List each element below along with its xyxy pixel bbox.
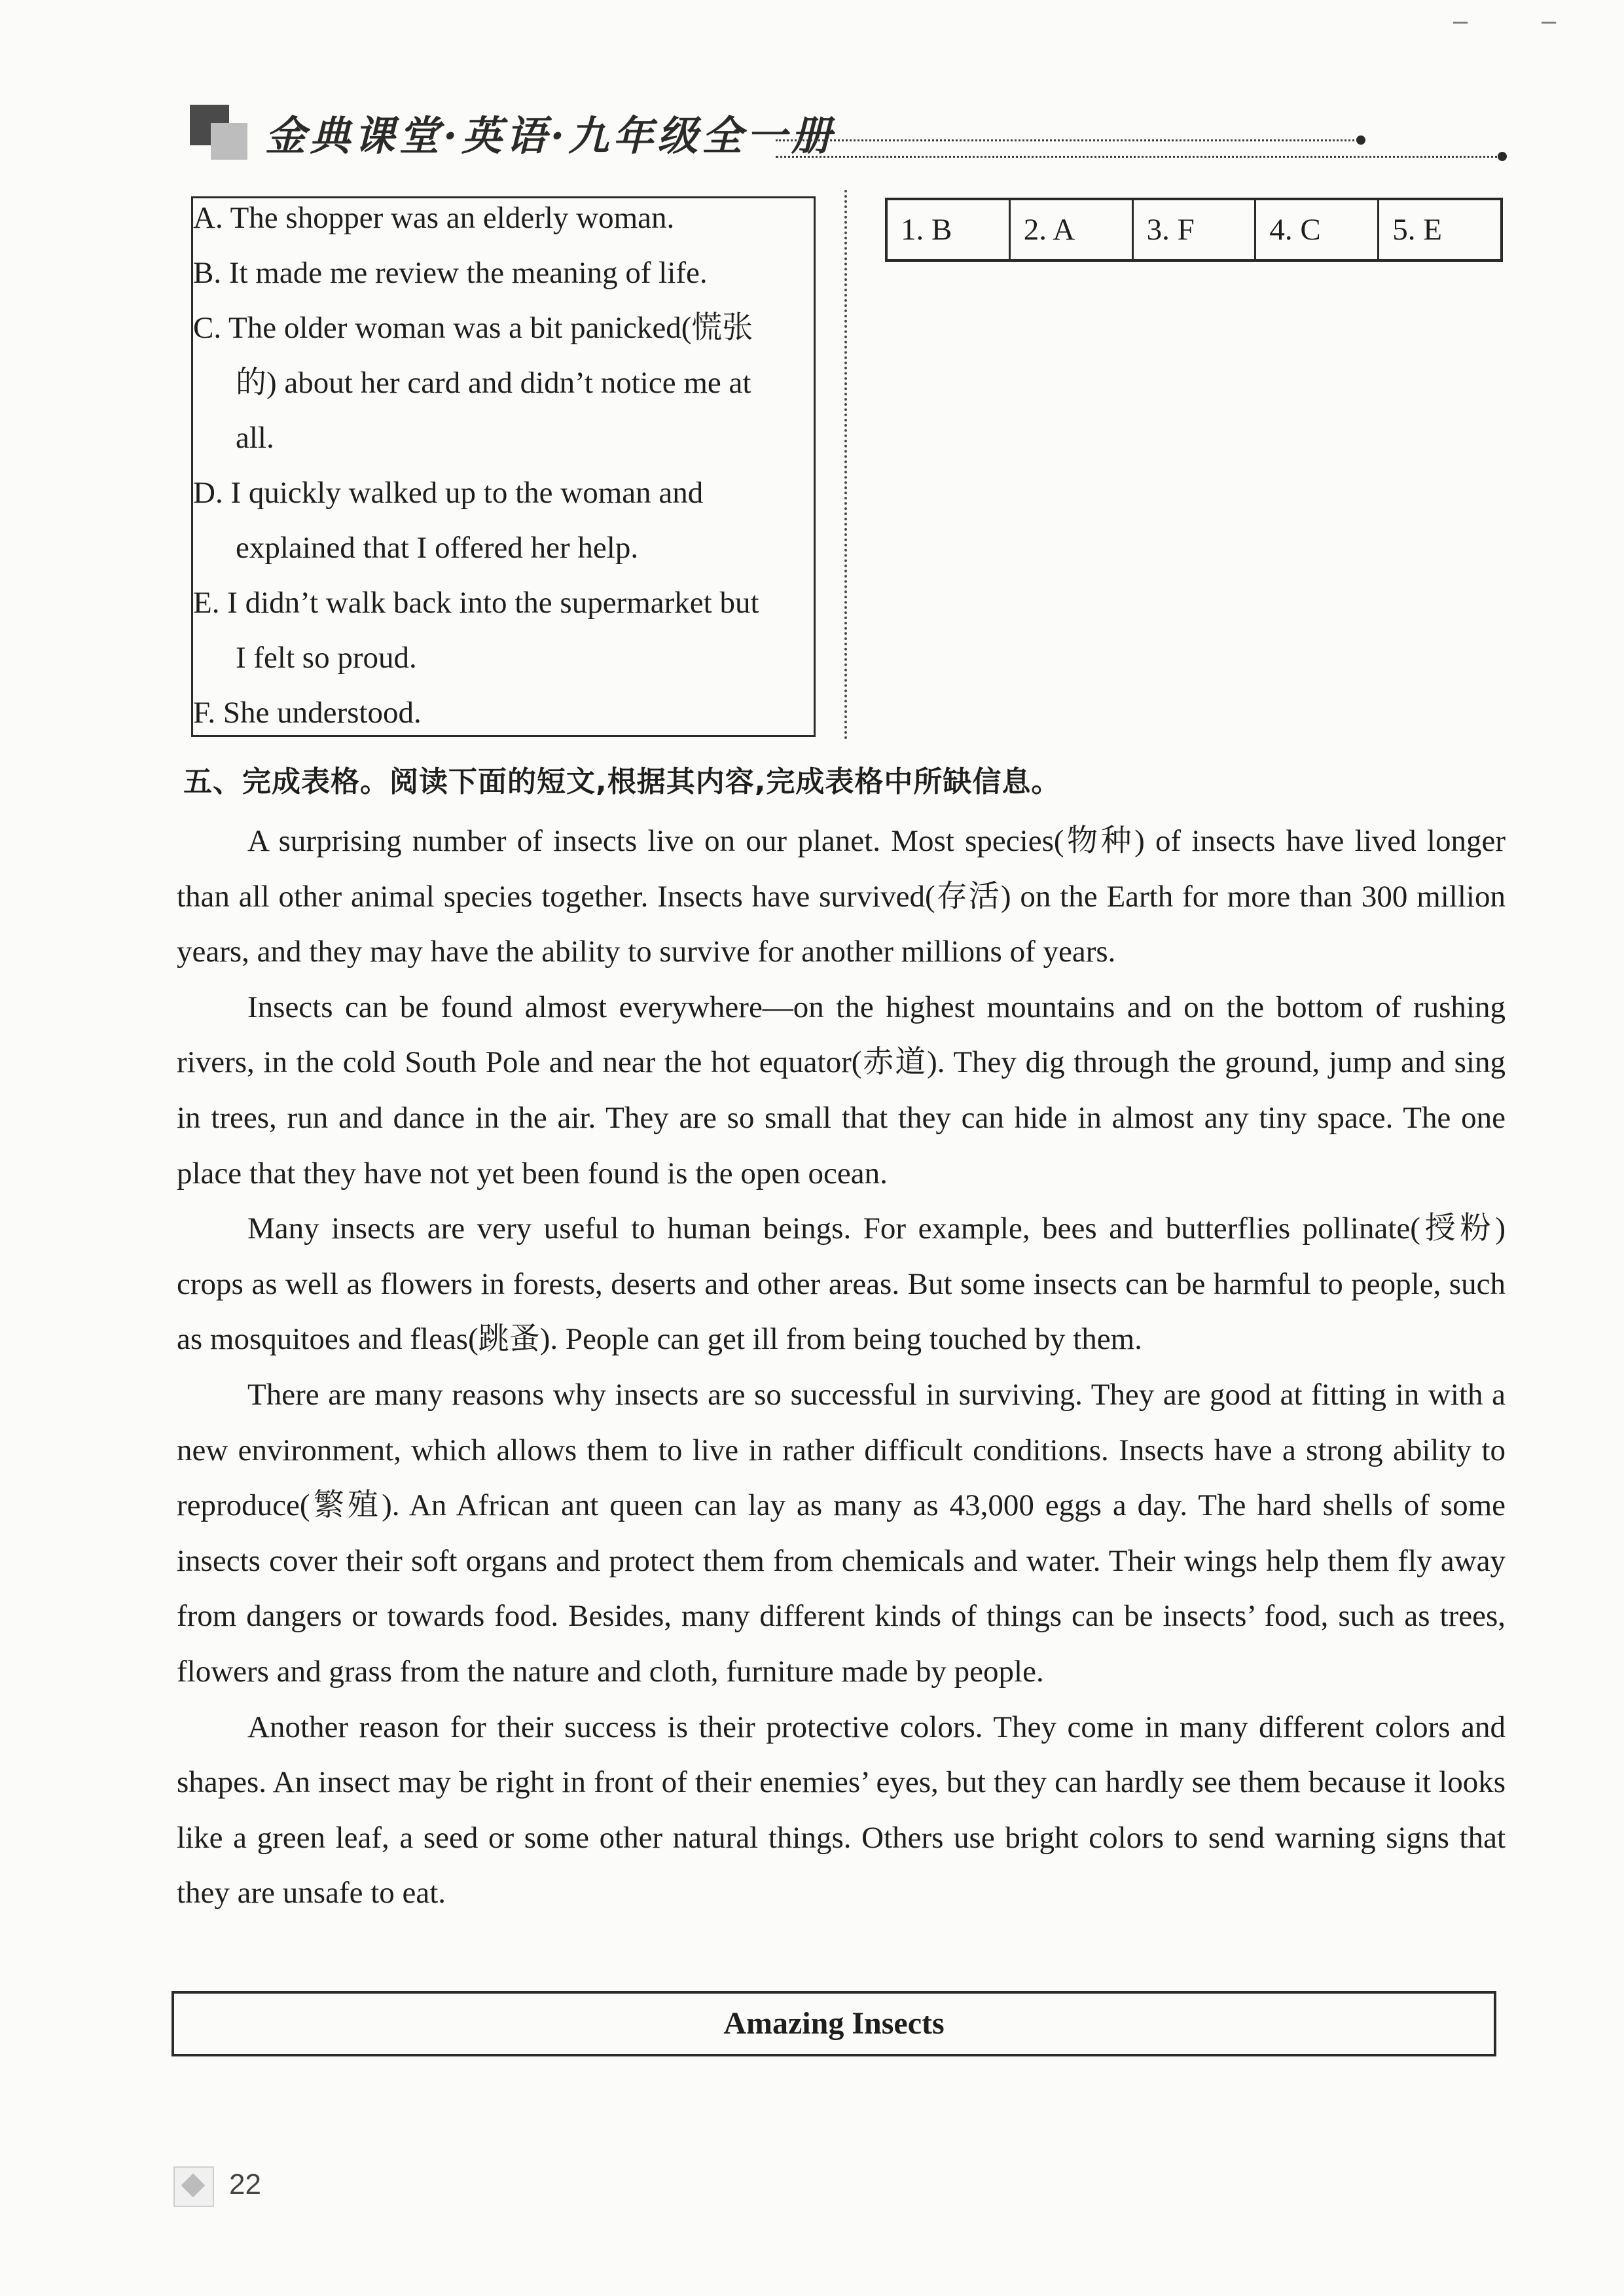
option-c-line-1: C. The older woman was a bit panicked(慌张 <box>193 311 753 345</box>
option-c-line-3: all. <box>236 421 274 455</box>
header-rule-end-dot <box>1356 135 1365 145</box>
section-title: 五、完成表格。阅读下面的短文,根据其内容,完成表格中所缺信息。 <box>183 765 1061 798</box>
answer-cell: 4. C <box>1256 200 1379 259</box>
option-e-line-2: I felt so proud. <box>236 641 417 675</box>
header-dotted-rule <box>776 139 1358 141</box>
page-number: 22 <box>229 2168 261 2200</box>
answer-cell: 5. E <box>1392 213 1442 247</box>
reading-passage <box>177 814 1506 1921</box>
option-c-line-2: 的) about her card and didn’t notice me at <box>236 366 751 400</box>
answer-cell: 3. F <box>1134 200 1257 259</box>
passage-paragraph: A surprising number of insects live on our planet. Most species(物种) of insects have lived longer than all other animal species together. Insects have survived(存活) on the Earth for more than 300 million years, and they may have the ability to survive for another millions of years. <box>177 824 1506 969</box>
corner-mark: – <box>1542 7 1557 35</box>
option-a: A. The shopper was an elderly woman. <box>193 201 675 235</box>
header-dotted-rule <box>776 156 1502 158</box>
answer-cell: 2. A <box>1011 200 1134 259</box>
passage-paragraph: Many insects are very useful to human beings. For example, bees and butterflies pollinate(授粉) crops as well as flowers in forests, deserts and other areas. But some insects can be harmful to people, such as mosquitoes and fleas(跳蚤). People can get ill from being touched by them. <box>177 1211 1506 1357</box>
option-d-line-1: D. I quickly walked up to the woman and <box>193 476 704 510</box>
corner-mark: – <box>1453 7 1468 35</box>
options-box <box>191 196 816 737</box>
option-d-line-2: explained that I offered her help. <box>236 531 639 565</box>
passage-paragraph: Another reason for their success is their protective colors. They come in many different colors and shapes. An insect may be right in front of their enemies’ eyes, but they can hardly see them because it looks like a green leaf, a seed or some other natural things. Others use bright colors to send warning signs that they are unsafe to eat. <box>177 1710 1506 1910</box>
passage-paragraph: Insects can be found almost everywhere—on the highest mountains and on the bottom of rushing rivers, in the cold South Pole and near the hot equator(赤道). They dig through the ground, jump and sing in trees, run and dance in the air. They are so small that they can hide in almost any tiny space. The one place that they have not yet been found is the open ocean. <box>177 990 1506 1191</box>
header-logo-light-square <box>211 123 247 160</box>
option-f: F. She understood. <box>193 696 422 730</box>
answer-table <box>885 198 1503 262</box>
option-e-line-1: E. I didn’t walk back into the supermarket but <box>193 586 759 620</box>
table-title: Amazing Insects <box>171 1991 1496 2056</box>
column-divider <box>844 190 847 740</box>
book-title: 金典课堂·英语·九年级全一册 <box>265 112 836 160</box>
answer-cell: 1. B <box>888 200 1011 259</box>
passage-paragraph: There are many reasons why insects are so successful in surviving. They are good at fitting in with a new environment, which allows them to live in rather difficult conditions. Insects have a strong ability to reproduce(繁殖). An African ant queen can lay as many as 43,000 eggs a day. The hard shells of some insects cover their soft organs and protect them from chemicals and water. Their wings help them fly away from dangers or towards food. Besides, many different kinds of things can be insects’ food, such as trees, flowers and grass from the nature and cloth, furniture made by people. <box>177 1377 1506 1689</box>
header-rule-end-dot <box>1498 152 1507 161</box>
option-b: B. It made me review the meaning of life. <box>193 256 708 290</box>
